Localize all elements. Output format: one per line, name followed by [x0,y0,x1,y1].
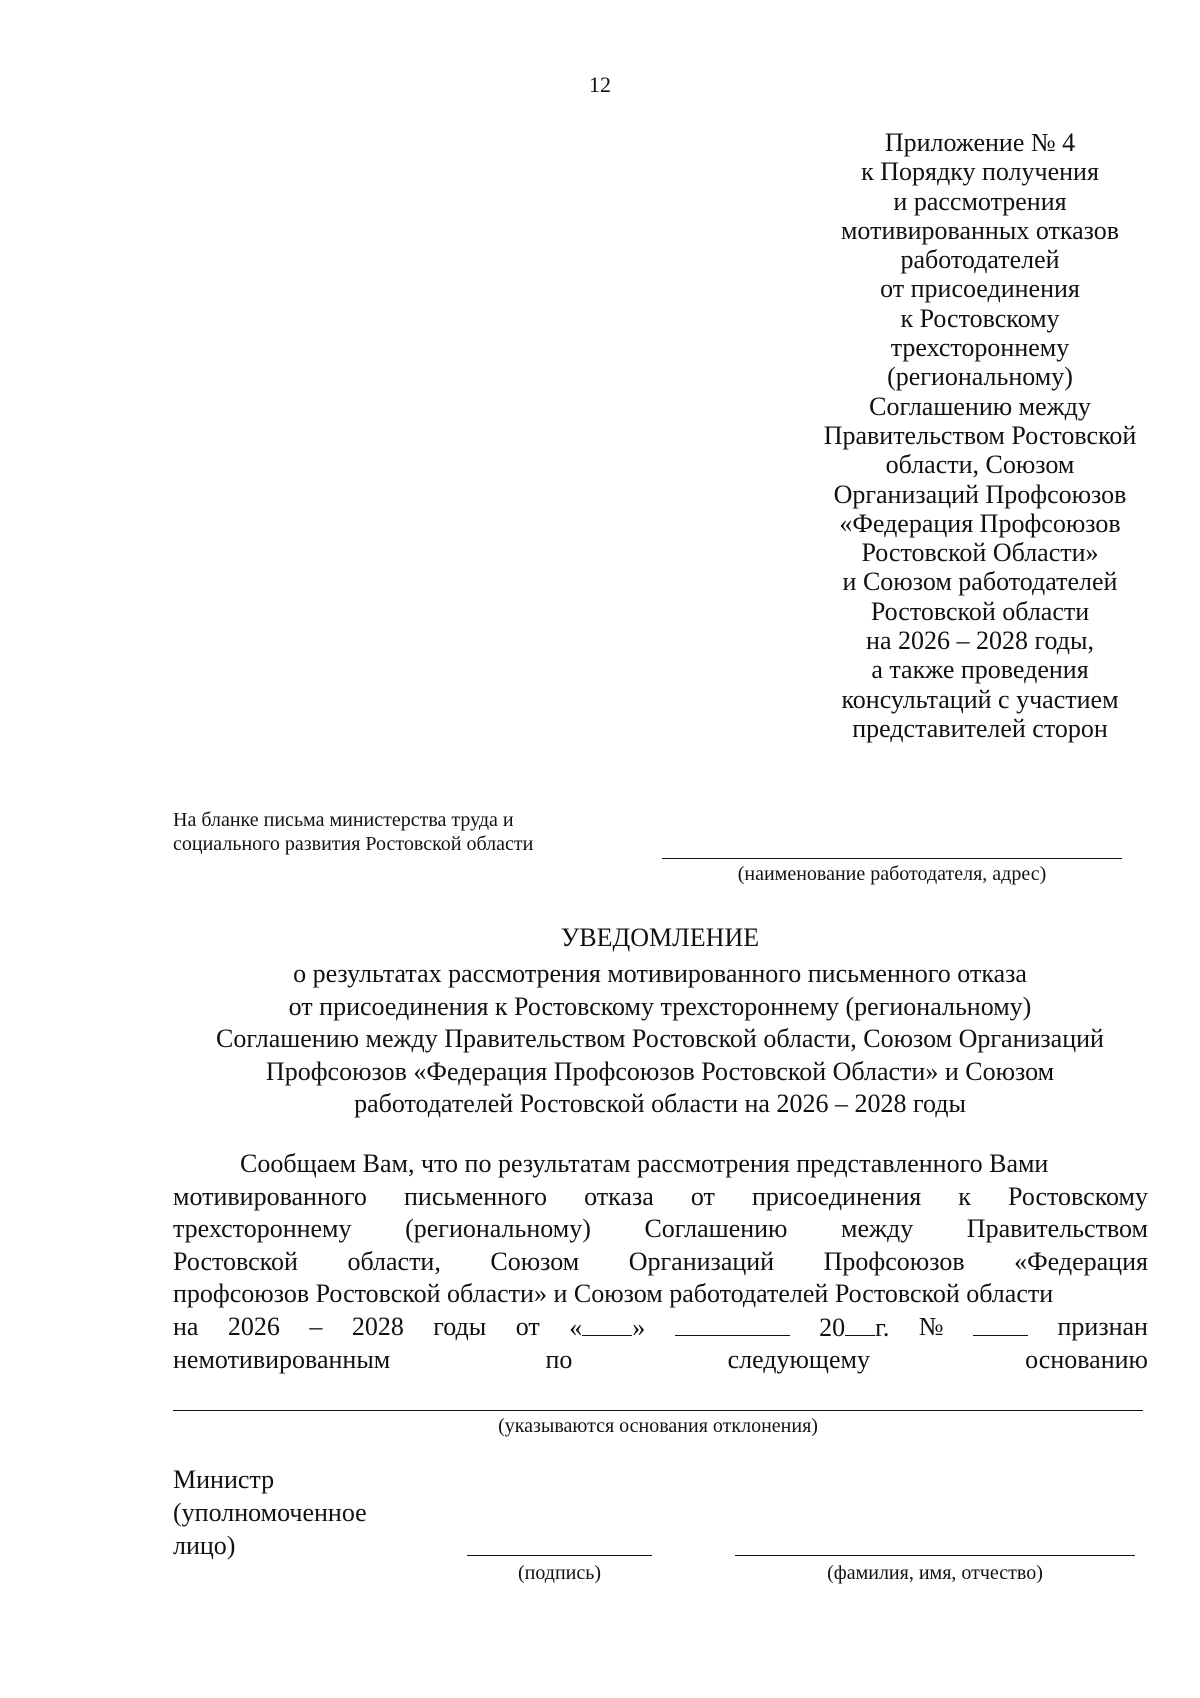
appendix-line: Организаций Профсоюзов [833,479,1127,509]
appendix-line: Приложение № 4 [884,128,1076,157]
appendix-line: трехстороннему [890,333,1070,363]
year-suffix: г. [875,1312,890,1342]
subtitle-line: работодателей Ростовской области на 2026 – 2028 годы [354,1089,966,1118]
notice-title: УВЕДОМЛЕНИЕ [560,923,760,952]
body-word: Профсоюзов [823,1246,965,1276]
body-line [173,1181,1148,1214]
body-word: Ростовской [173,1246,298,1276]
body-word: 2026 [227,1311,280,1341]
letterhead-line: На бланке письма министерства труда и [173,809,514,831]
body-word: Организаций [628,1246,775,1276]
appendix-line: мотивированных отказов [840,215,1120,245]
body-word: на [173,1311,199,1341]
appendix-line: от присоединения [880,274,1080,304]
notice-body [173,1148,1148,1377]
body-word: мотивированного [173,1181,367,1211]
appendix-line: области, Союзом [885,450,1075,480]
date-year-field [819,1311,889,1345]
date-day-field [569,1311,645,1345]
body-line [173,1278,1148,1311]
body-word: письменного [403,1181,548,1211]
body-word: Соглашению [644,1214,788,1243]
subtitle-line: о результатах рассмотрения мотивированного письменного отказа [293,959,1027,988]
appendix-reference-block [790,128,1170,743]
appendix-line: представителей сторон [852,713,1108,743]
body-word: Союзом [490,1246,580,1276]
body-word: присоединения [751,1181,922,1211]
body-word: признан [1057,1311,1148,1341]
body-word: между [841,1214,914,1243]
signatory-line: лицо) [173,1531,236,1560]
body-word: «Федерация [1014,1246,1148,1276]
body-word: к [958,1181,971,1211]
quote-open: « [569,1312,583,1342]
body-word: основанию [1025,1345,1148,1374]
notice-subtitle [150,958,1170,1121]
body-line [173,1344,1148,1377]
body-word: Ростовскому [1008,1181,1148,1211]
appendix-line: Правительством Ростовской [823,420,1137,450]
addressee-caption: (наименование работодателя, адрес) [737,863,1047,885]
full-name-caption: (фамилия, имя, отчество) [827,1562,1043,1584]
appendix-line: к Порядку получения [861,157,1099,187]
appendix-line: и Союзом работодателей [842,567,1118,597]
body-line [173,1246,1148,1279]
signatory-title [173,1463,367,1562]
body-word: по [545,1345,573,1374]
number-sign: № [918,1311,944,1341]
appendix-line: а также проведения [871,655,1089,685]
addressee-blank-line [662,858,1122,859]
body-line-with-blanks [173,1311,1148,1345]
signature-blank-line [467,1555,652,1556]
body-line [173,1213,1148,1246]
body-word: немотивированным [173,1345,391,1374]
month-blank [675,1311,790,1336]
body-word: 2028 [351,1311,404,1341]
subtitle-line: от присоединения к Ростовскому трехстороннему (региональному) [288,991,1032,1021]
body-word: трехстороннему [173,1214,352,1243]
signature-caption: (подпись) [517,1562,602,1584]
year-blank [845,1311,875,1336]
reason-blank-line [173,1410,1143,1411]
body-word: следующему [727,1345,870,1374]
appendix-line: работодателей [900,245,1060,275]
body-word: от [690,1181,715,1211]
letterhead-note [173,808,533,856]
body-text-segment: Сообщаем Вам, что по результатам рассмотрения представленного Вами [240,1149,1049,1178]
year-prefix: 20 [819,1312,846,1342]
body-line [173,1148,1148,1181]
appendix-line: Ростовской Области» [861,538,1099,568]
subtitle-line: Профсоюзов «Федерация Профсоюзов Ростовской Области» и Союзом [265,1056,1055,1086]
appendix-line: консультаций с участием [841,684,1119,714]
appendix-line: «Федерация Профсоюзов [839,508,1121,538]
subtitle-line: Соглашению между Правительством Ростовской области, Союзом Организаций [216,1024,1104,1053]
body-word: от [515,1311,540,1341]
appendix-line: Соглашению между [869,391,1091,421]
reason-caption: (указываются основания отклонения) [498,1415,818,1437]
signatory-line: (уполномоченное [173,1498,367,1527]
appendix-line: Ростовской области [870,596,1090,626]
appendix-line: на 2026 – 2028 годы, [866,626,1094,656]
body-word: (региональному) [405,1214,591,1243]
appendix-line: и рассмотрения [893,186,1067,216]
full-name-blank-line [735,1555,1135,1556]
day-blank [582,1311,632,1336]
appendix-line: к Ростовскому [900,303,1060,333]
quote-close: » [632,1312,646,1342]
letterhead-line: социального развития Ростовской области [173,833,534,855]
body-word: отказа [584,1181,654,1211]
number-blank [973,1311,1028,1336]
body-word: Правительством [966,1214,1148,1243]
body-word: – [309,1311,323,1341]
body-word: годы [433,1311,487,1341]
page-number: 12 [589,72,611,97]
body-text-segment: профсоюзов Ростовской области» и Союзом работодателей Ростовской области [173,1279,1054,1308]
appendix-line: (региональному) [887,362,1073,392]
signatory-line: Министр [173,1465,275,1494]
body-word: области, [347,1246,441,1276]
